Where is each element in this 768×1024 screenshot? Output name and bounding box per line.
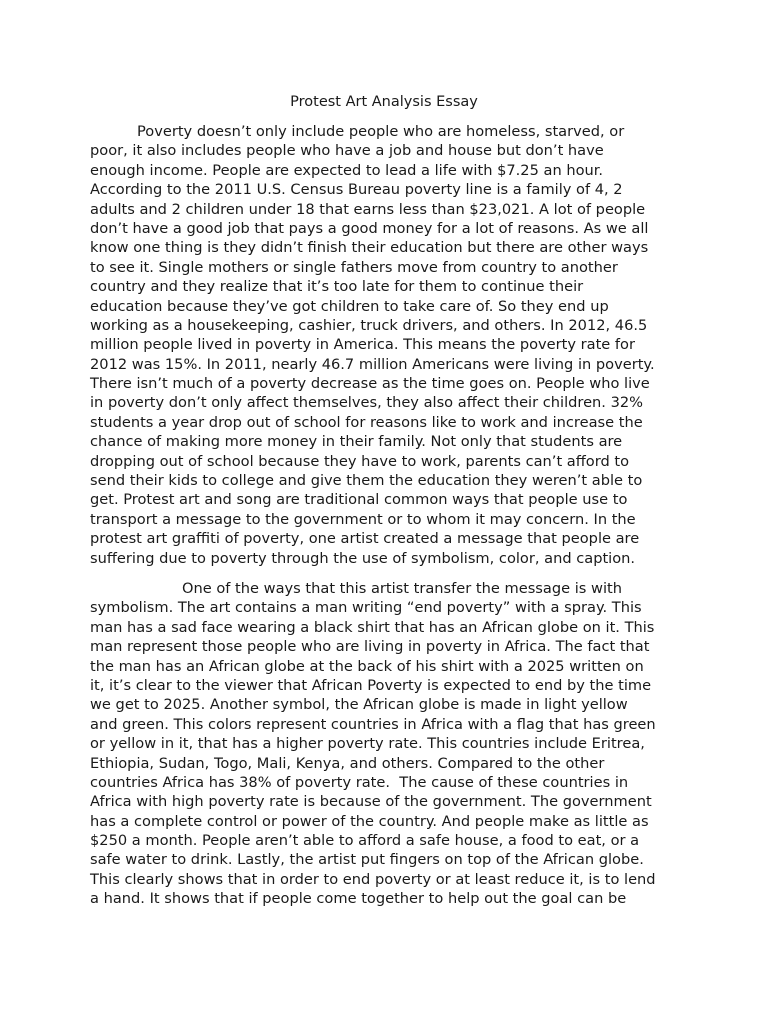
text-line: adults and 2 children under 18 that earns less than $23,021. A lot of people <box>90 200 646 218</box>
text-line: enough income. People are expected to lead a life with $7.25 an hour. <box>90 161 604 179</box>
text-line: and green. This colors represent countries in Africa with a flag that has green <box>90 715 656 733</box>
essay-body <box>90 122 690 909</box>
text-line: safe water to drink. Lastly, the artist put fingers on top of the African globe. <box>90 851 644 869</box>
text-line: the man has an African globe at the back of his shirt with a 2025 written on <box>90 657 644 675</box>
text-line: There isn’t much of a poverty decrease as the time goes on. People who live <box>90 375 650 393</box>
text-line: million people lived in poverty in America. This means the poverty rate for <box>90 336 635 354</box>
text-line: or yellow in it, that has a higher poverty rate. This countries include Eritrea, <box>90 735 645 753</box>
text-line: dropping out of school because they have to work, parents can’t afford to <box>90 452 630 470</box>
text-line: According to the 2011 U.S. Census Bureau poverty line is a family of 4, 2 <box>90 181 623 199</box>
text-line: education because they’ve got children to take care of. So they end up <box>90 297 609 315</box>
text-line: Africa with high poverty rate is because of the government. The government <box>90 793 652 811</box>
text-line: Ethiopia, Sudan, Togo, Mali, Kenya, and others. Compared to the other <box>90 754 605 772</box>
paragraph-2 <box>90 579 690 909</box>
text-line: countries Africa has 38% of poverty rate. The cause of these countries in <box>90 773 629 791</box>
text-line: chance of making more money in their family. Not only that students are <box>90 433 623 451</box>
text-line: transport a message to the government or to whom it may concern. In the <box>90 510 636 528</box>
text-line: symbolism. The art contains a man writing “end poverty” with a spray. This <box>90 599 642 617</box>
paragraph-spacing <box>90 568 690 579</box>
text-line: man has a sad face wearing a black shirt that has an African globe on it. This <box>90 618 655 636</box>
text-line: working as a housekeeping, cashier, truck drivers, and others. In 2012, 46.5 <box>90 316 648 334</box>
text-line: it, it’s clear to the viewer that African Poverty is expected to end by the time <box>90 676 652 694</box>
text-line: protest art graffiti of poverty, one artist created a message that people are <box>90 530 640 548</box>
text-line: 2012 was 15%. In 2011, nearly 46.7 million Americans were living in poverty. <box>90 355 655 373</box>
text-line: to see it. Single mothers or single fathers move from country to another <box>90 258 618 276</box>
text-line: know one thing is they didn’t finish their education but there are other ways <box>90 239 649 257</box>
text-line: One of the ways that this artist transfer the message is with <box>182 579 622 597</box>
text-line: get. Protest art and song are traditional common ways that people use to <box>90 491 628 509</box>
text-line: send their kids to college and give them the education they weren’t able to <box>90 472 643 490</box>
text-line: we get to 2025. Another symbol, the African globe is made in light yellow <box>90 696 628 714</box>
text-line: country and they realize that it’s too late for them to continue their <box>90 278 584 296</box>
text-line: a hand. It shows that if people come together to help out the goal can be <box>90 890 627 908</box>
essay-title: Protest Art Analysis Essay <box>290 94 478 110</box>
text-line: in poverty don’t only affect themselves, they also affect their children. 32% <box>90 394 644 412</box>
text-line: Poverty doesn’t only include people who are homeless, starved, or <box>137 123 625 140</box>
text-line: suffering due to poverty through the use of symbolism, color, and caption. <box>90 549 636 567</box>
text-line: poor, it also includes people who have a job and house but don’t have <box>90 142 604 160</box>
text-line: man represent those people who are living in poverty in Africa. The fact that <box>90 638 650 656</box>
text-line: don’t have a good job that pays a good money for a lot of reasons. As we all <box>90 219 649 237</box>
text-line: This clearly shows that in order to end poverty or at least reduce it, is to lend <box>90 870 656 888</box>
text-line: has a complete control or power of the country. And people make as little as <box>90 812 649 830</box>
text-line: students a year drop out of school for reasons like to work and increase the <box>90 413 643 431</box>
paragraph-1 <box>90 122 690 568</box>
text-line: $250 a month. People aren’t able to afford a safe house, a food to eat, or a <box>90 832 640 850</box>
